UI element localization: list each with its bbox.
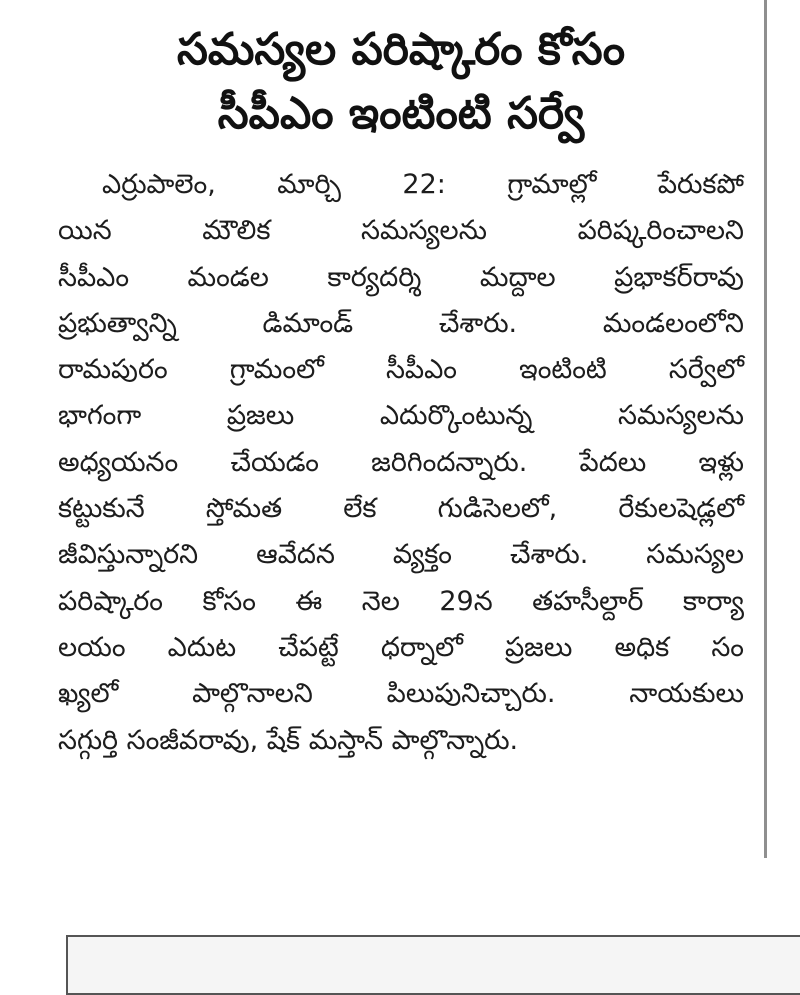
headline-line-2: సీపీఎం ఇంటింటి సర్వే <box>217 88 585 139</box>
body-line: సీపీఎం మండల కార్యదర్శి మద్దాల ప్రభాకర్‌రావు <box>58 261 744 293</box>
article-body <box>58 162 744 764</box>
headline-line-1: సమస్యల పరిష్కారం కోసం <box>176 24 626 75</box>
body-line: కట్టుకునే స్తోమత లేక గుడిసెలలో, రేకులషెడ్లలో <box>58 493 744 525</box>
news-article <box>58 18 744 764</box>
body-line: లయం ఎదుట చేపట్టే ధర్నాలో ప్రజలు అధిక సం <box>58 631 744 663</box>
headline <box>58 18 744 146</box>
body-line: యిన మౌలిక సమస్యలను పరిష్కరించాలని <box>58 215 744 247</box>
adjacent-article-box <box>66 935 800 995</box>
body-line: సగ్గుర్తి సంజీవరావు, షేక్ మస్తాన్ పాల్గొన్నారు. <box>58 724 519 756</box>
body-line: జీవిస్తున్నారని ఆవేదన వ్యక్తం చేశారు. సమస్యల <box>58 539 744 571</box>
column-divider <box>764 0 767 858</box>
body-line: పరిష్కారం కోసం ఈ నెల 29న తహసీల్దార్ కార్యా <box>58 585 744 617</box>
body-line: భాగంగా ప్రజలు ఎదుర్కొంటున్న సమస్యలను <box>58 400 744 432</box>
body-line: ఖ్యలో పాల్గొనాలని పిలుపునిచ్చారు. నాయకులు <box>58 678 744 710</box>
body-line: అధ్యయనం చేయడం జరిగిందన్నారు. పేదలు ఇళ్లు <box>58 446 744 478</box>
body-line: ఎర్రుపాలెం, మార్చి 22: గ్రామాల్లో పేరుకపో <box>102 169 744 200</box>
body-line: రామపురం గ్రామంలో సీపీఎం ఇంటింటి సర్వేలో <box>58 354 744 386</box>
body-line: ప్రభుత్వాన్ని డిమాండ్ చేశారు. మండలంలోని <box>58 307 744 339</box>
